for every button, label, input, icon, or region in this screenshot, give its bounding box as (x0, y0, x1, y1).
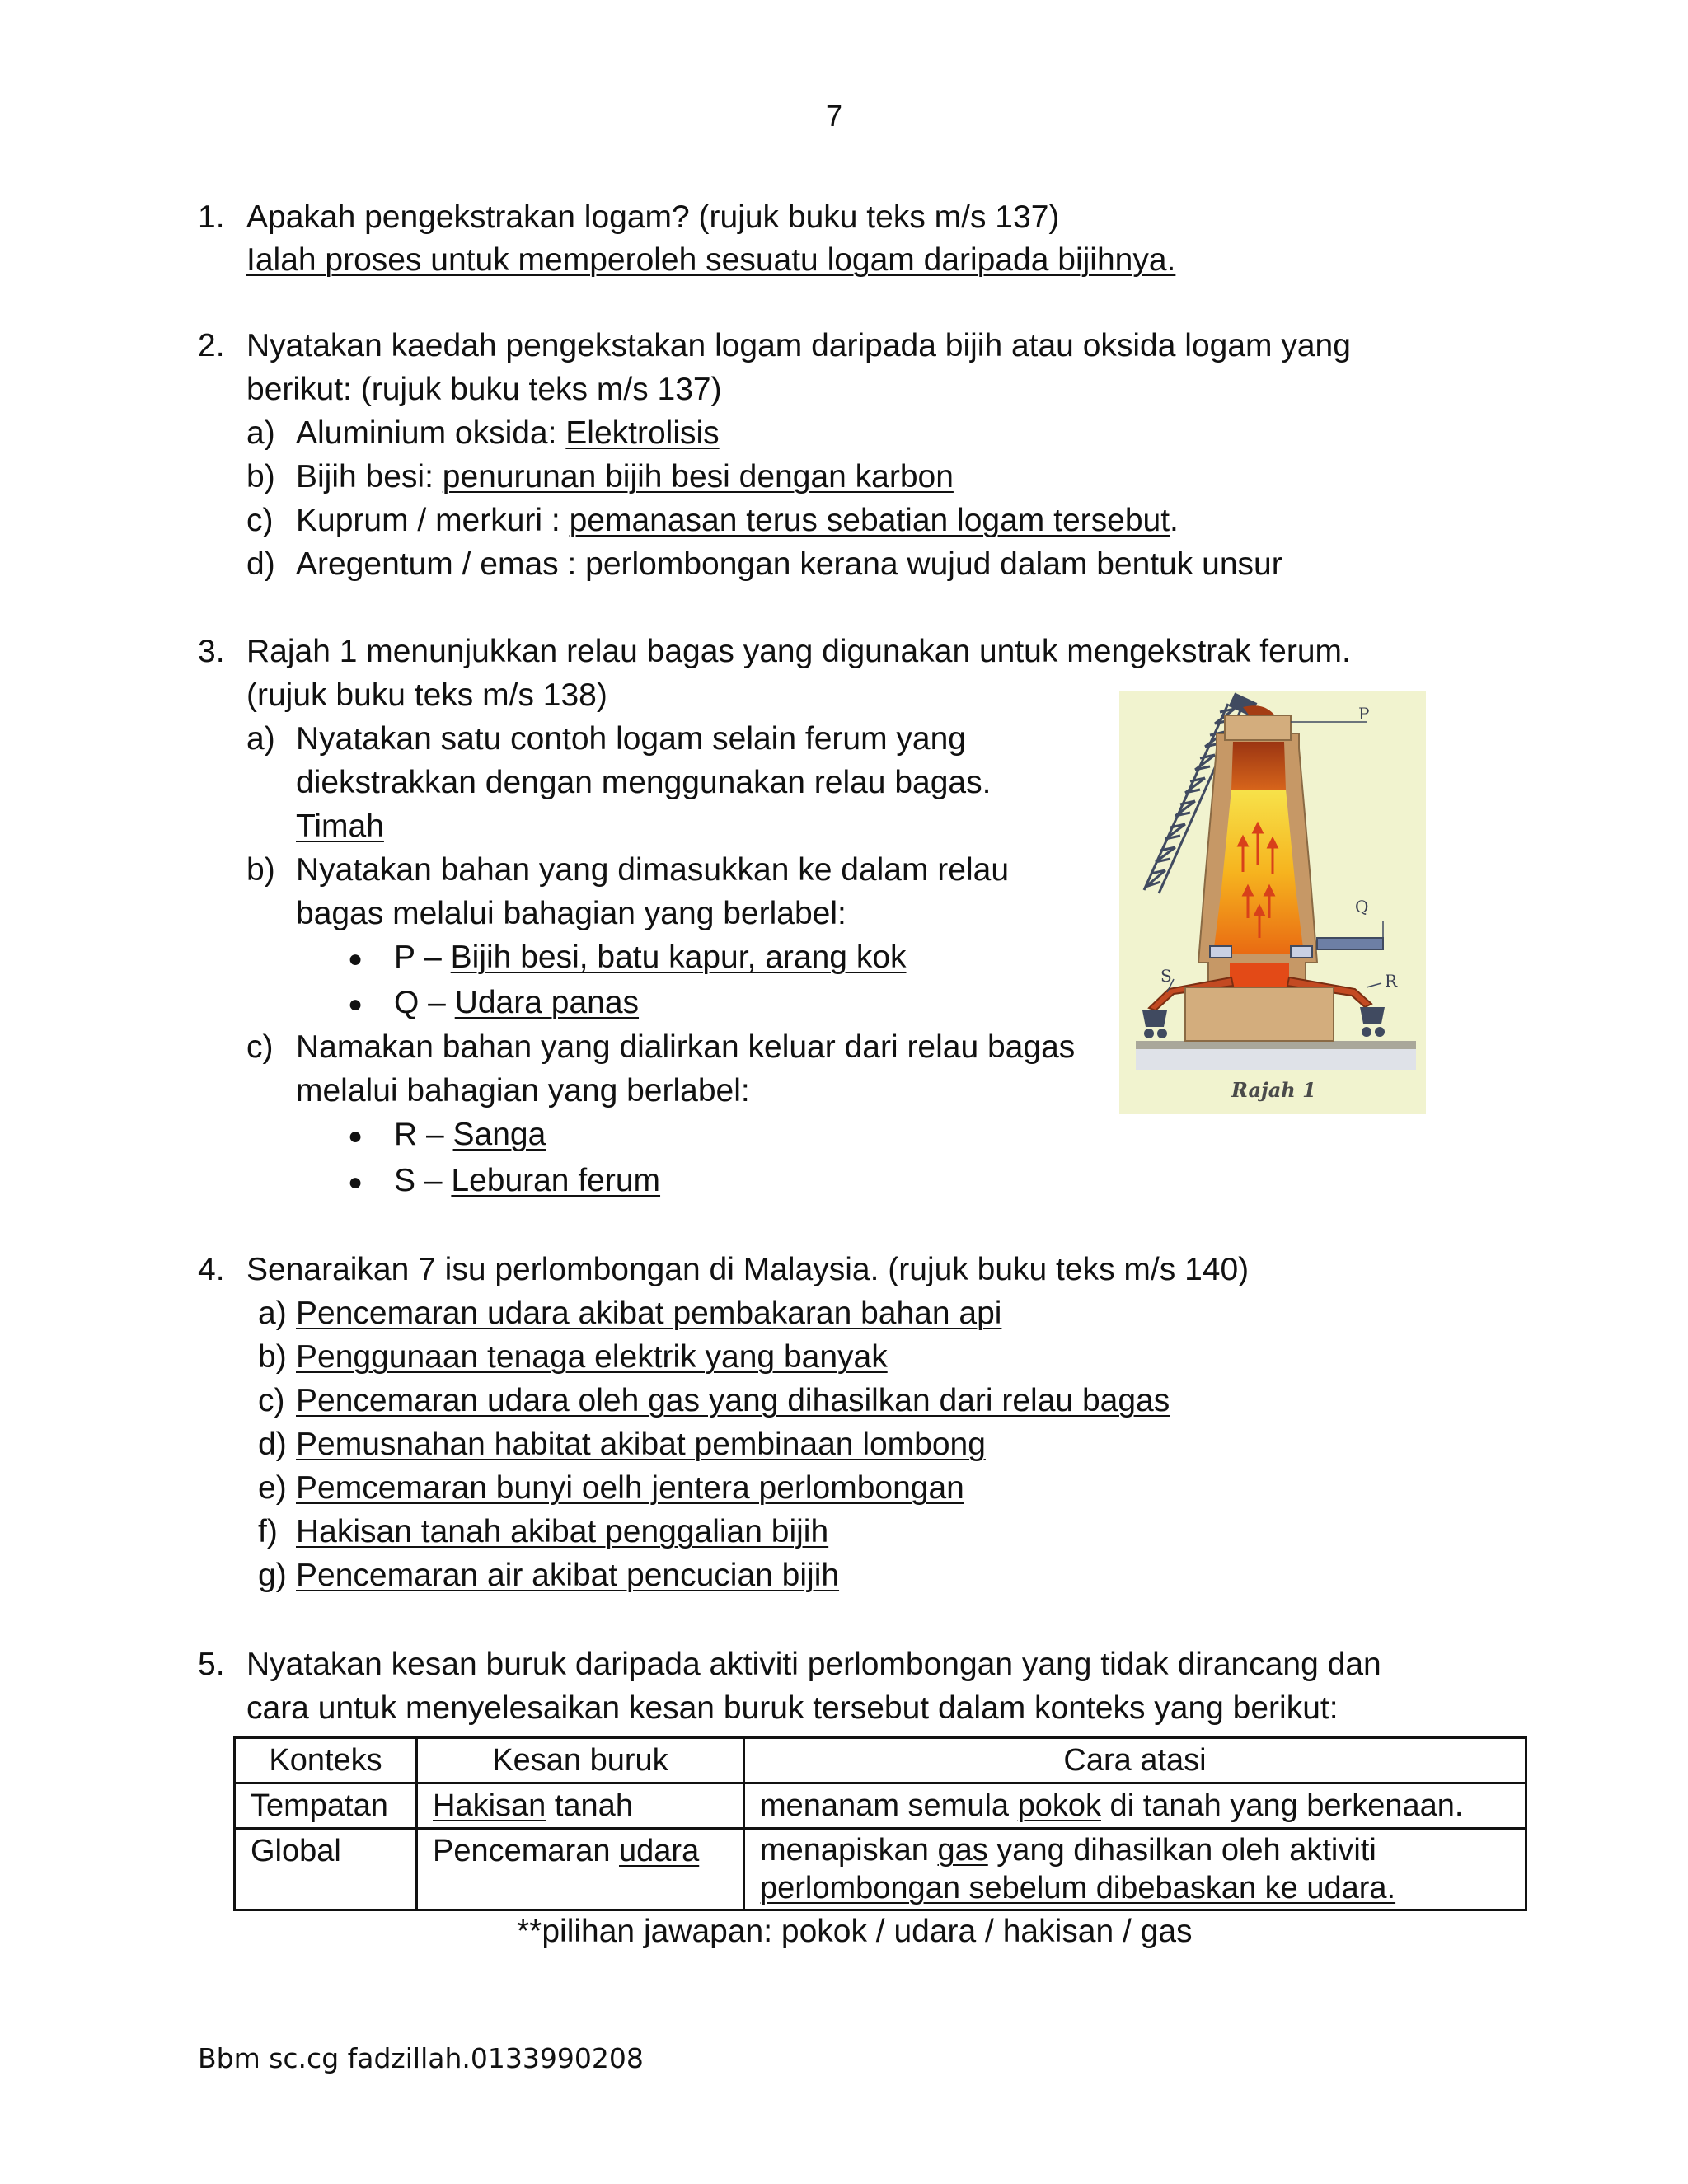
item-answer: Pemcemaran bunyi oelh jentera perlombongan (296, 1470, 964, 1506)
bullet-item (394, 982, 639, 1024)
item-letter: c) (246, 503, 274, 538)
blast-furnace-figure (1119, 691, 1426, 1114)
item-answer: Penggunaan tenaga elektrik yang banyak (296, 1339, 888, 1375)
cell-text: di tanah yang berkenaan. (1101, 1788, 1464, 1823)
item-answer: Pencemaran udara akibat pembakaran bahan api (296, 1296, 1002, 1331)
item-text: Nyatakan bahan yang dimasukkan ke dalam relau (296, 852, 1010, 888)
list-item (258, 1292, 1001, 1335)
bullet-key: Q – (394, 985, 455, 1020)
table-cell: Tempatan (235, 1783, 417, 1829)
item-text: Nyatakan satu contoh logam selain ferum yang (296, 721, 966, 757)
bullet-icon: ● (348, 945, 363, 972)
answer-choices-note: **pilihan jawapan: pokok / udara / hakisan / gas (517, 1914, 1193, 1949)
list-item (258, 1423, 986, 1466)
table-cell (744, 1829, 1526, 1910)
cell-text: tanah (546, 1788, 633, 1823)
answer-text: gas (937, 1833, 988, 1868)
ore-layer (1231, 742, 1286, 790)
item-label: Kuprum / merkuri : (296, 503, 570, 538)
question-text: berikut: (rujuk buku teks m/s 137) (246, 372, 722, 407)
list-item (246, 412, 720, 455)
item-letter: a) (258, 1296, 287, 1331)
answer-text: Bijih besi, batu kapur, arang kok (450, 940, 907, 975)
ground (1136, 1041, 1416, 1049)
answer-text: pokok (1017, 1788, 1101, 1823)
item-answer: Hakisan tanah akibat penggalian bijih (296, 1514, 829, 1549)
list-item (246, 456, 954, 499)
table-row (235, 1783, 1526, 1829)
item-text: diekstrakkan dengan menggunakan relau bagas. (296, 765, 992, 800)
item-label: Aregentum / emas : perlombongan kerana wujud dalam bentuk unsur (296, 546, 1282, 582)
label-q: Q (1355, 897, 1369, 916)
furnace-top (1225, 715, 1291, 740)
item-letter: g) (258, 1558, 287, 1593)
foundation (1185, 987, 1334, 1041)
list-item (246, 543, 1282, 586)
table-cell (744, 1783, 1526, 1829)
label-s: S (1160, 966, 1172, 986)
side-pipe-left (1210, 946, 1231, 958)
item-text: bagas melalui bahagian yang berlabel: (296, 896, 846, 931)
item-letter: b) (258, 1339, 287, 1375)
item-text: Namakan bahan yang dialirkan keluar dari relau bagas (296, 1029, 1076, 1065)
cell-text: menapiskan (760, 1833, 938, 1868)
question-number: 5. (198, 1647, 225, 1682)
item-letter: d) (258, 1427, 287, 1462)
cell-text: yang dihasilkan oleh aktiviti (987, 1833, 1376, 1868)
label-r: R (1385, 971, 1398, 991)
page-number: 7 (826, 99, 843, 133)
item-suffix: . (1170, 503, 1179, 538)
item-letter: e) (258, 1470, 287, 1506)
bullet-icon: ● (348, 1122, 363, 1150)
question-text: Senaraikan 7 isu perlombongan di Malaysia. (rujuk buku teks m/s 140) (246, 1252, 1250, 1287)
question-number: 2. (198, 328, 225, 363)
bullet-icon: ● (348, 991, 363, 1018)
question-number: 1. (198, 199, 225, 235)
hearth (1230, 963, 1289, 987)
bullet-item (394, 1160, 660, 1202)
question-text: Rajah 1 menunjukkan relau bagas yang digunakan untuk mengekstrak ferum. (246, 634, 1351, 669)
list-item (258, 1554, 839, 1597)
list-item (258, 1380, 1170, 1422)
ground-base (1136, 1049, 1416, 1070)
question-text: Nyatakan kesan buruk daripada aktiviti perlombongan yang tidak dirancang dan (246, 1647, 1381, 1682)
item-answer: Pencemaran udara oleh gas yang dihasilkan dari relau bagas (296, 1383, 1170, 1418)
item-letter: b) (246, 459, 275, 494)
answer-text: Sanga (452, 1117, 546, 1152)
list-item (258, 1511, 828, 1554)
item-letter: c) (258, 1383, 285, 1418)
side-pipe-right (1291, 946, 1312, 958)
table-header-row (235, 1738, 1526, 1783)
table-header: Cara atasi (744, 1738, 1526, 1783)
table-header: Konteks (235, 1738, 417, 1783)
question-number: 3. (198, 634, 225, 669)
ladle-car-left (1142, 1010, 1167, 1038)
answer-text: Leburan ferum (451, 1163, 661, 1198)
hot-air-pipe (1317, 938, 1383, 949)
table-header: Kesan buruk (417, 1738, 744, 1783)
list-item (246, 499, 1179, 542)
table-cell (417, 1829, 744, 1910)
bullet-icon: ● (348, 1169, 363, 1196)
item-letter: c) (246, 1029, 274, 1065)
context-table (233, 1736, 1527, 1911)
label-p: P (1358, 704, 1370, 724)
item-answer: Pencemaran air akibat pencucian bijih (296, 1558, 840, 1593)
item-label: Aluminium oksida: (296, 415, 566, 451)
ladle-car-right (1360, 1007, 1385, 1037)
item-answer: Pemusnahan habitat akibat pembinaan lombong (296, 1427, 986, 1462)
question-text: (rujuk buku teks m/s 138) (246, 677, 607, 713)
table-cell: Global (235, 1829, 417, 1910)
question-text: Nyatakan kaedah pengekstakan logam daripada bijih atau oksida logam yang (246, 328, 1351, 363)
bullet-item (394, 936, 907, 979)
bullet-key: P – (394, 940, 451, 975)
list-item (258, 1336, 888, 1379)
cell-text: perlombongan sebelum dibebaskan ke udara. (760, 1871, 1396, 1905)
answer-text: Hakisan (433, 1788, 546, 1823)
cell-text: Pencemaran (433, 1834, 620, 1868)
table-cell (417, 1783, 744, 1829)
item-text: melalui bahagian yang berlabel: (296, 1073, 750, 1108)
footer-credit: Bbm sc.cg fadzillah.0133990208 (198, 2042, 644, 2074)
item-letter: a) (246, 415, 275, 451)
answer-text: Ialah proses untuk memperoleh sesuatu logam daripada bijihnya. (246, 242, 1176, 278)
item-answer: pemanasan terus sebatian logam tersebut (569, 503, 1170, 538)
answer-text: udara (619, 1834, 700, 1868)
item-answer: penurunan bijih besi dengan karbon (442, 459, 954, 494)
cell-text: menanam semula (760, 1788, 1018, 1823)
answer-text: Udara panas (454, 985, 640, 1020)
item-letter: b) (246, 852, 275, 888)
figure-caption: Rajah 1 (1231, 1078, 1316, 1102)
bullet-key: S – (394, 1163, 452, 1198)
item-letter: a) (246, 721, 275, 757)
item-letter: d) (246, 546, 275, 582)
bullet-key: R – (394, 1117, 453, 1152)
item-label: Bijih besi: (296, 459, 443, 494)
item-answer: Elektrolisis (565, 415, 720, 451)
blast-furnace-illustration (1119, 691, 1426, 1114)
item-letter: f) (258, 1514, 278, 1549)
table-row (235, 1829, 1526, 1910)
bullet-item (394, 1113, 546, 1156)
list-item (258, 1467, 964, 1510)
question-text: Apakah pengekstrakan logam? (rujuk buku teks m/s 137) (246, 199, 1060, 235)
question-text: cara untuk menyelesaikan kesan buruk tersebut dalam konteks yang berikut: (246, 1690, 1339, 1726)
answer-text: Timah (296, 808, 384, 844)
question-number: 4. (198, 1252, 225, 1287)
